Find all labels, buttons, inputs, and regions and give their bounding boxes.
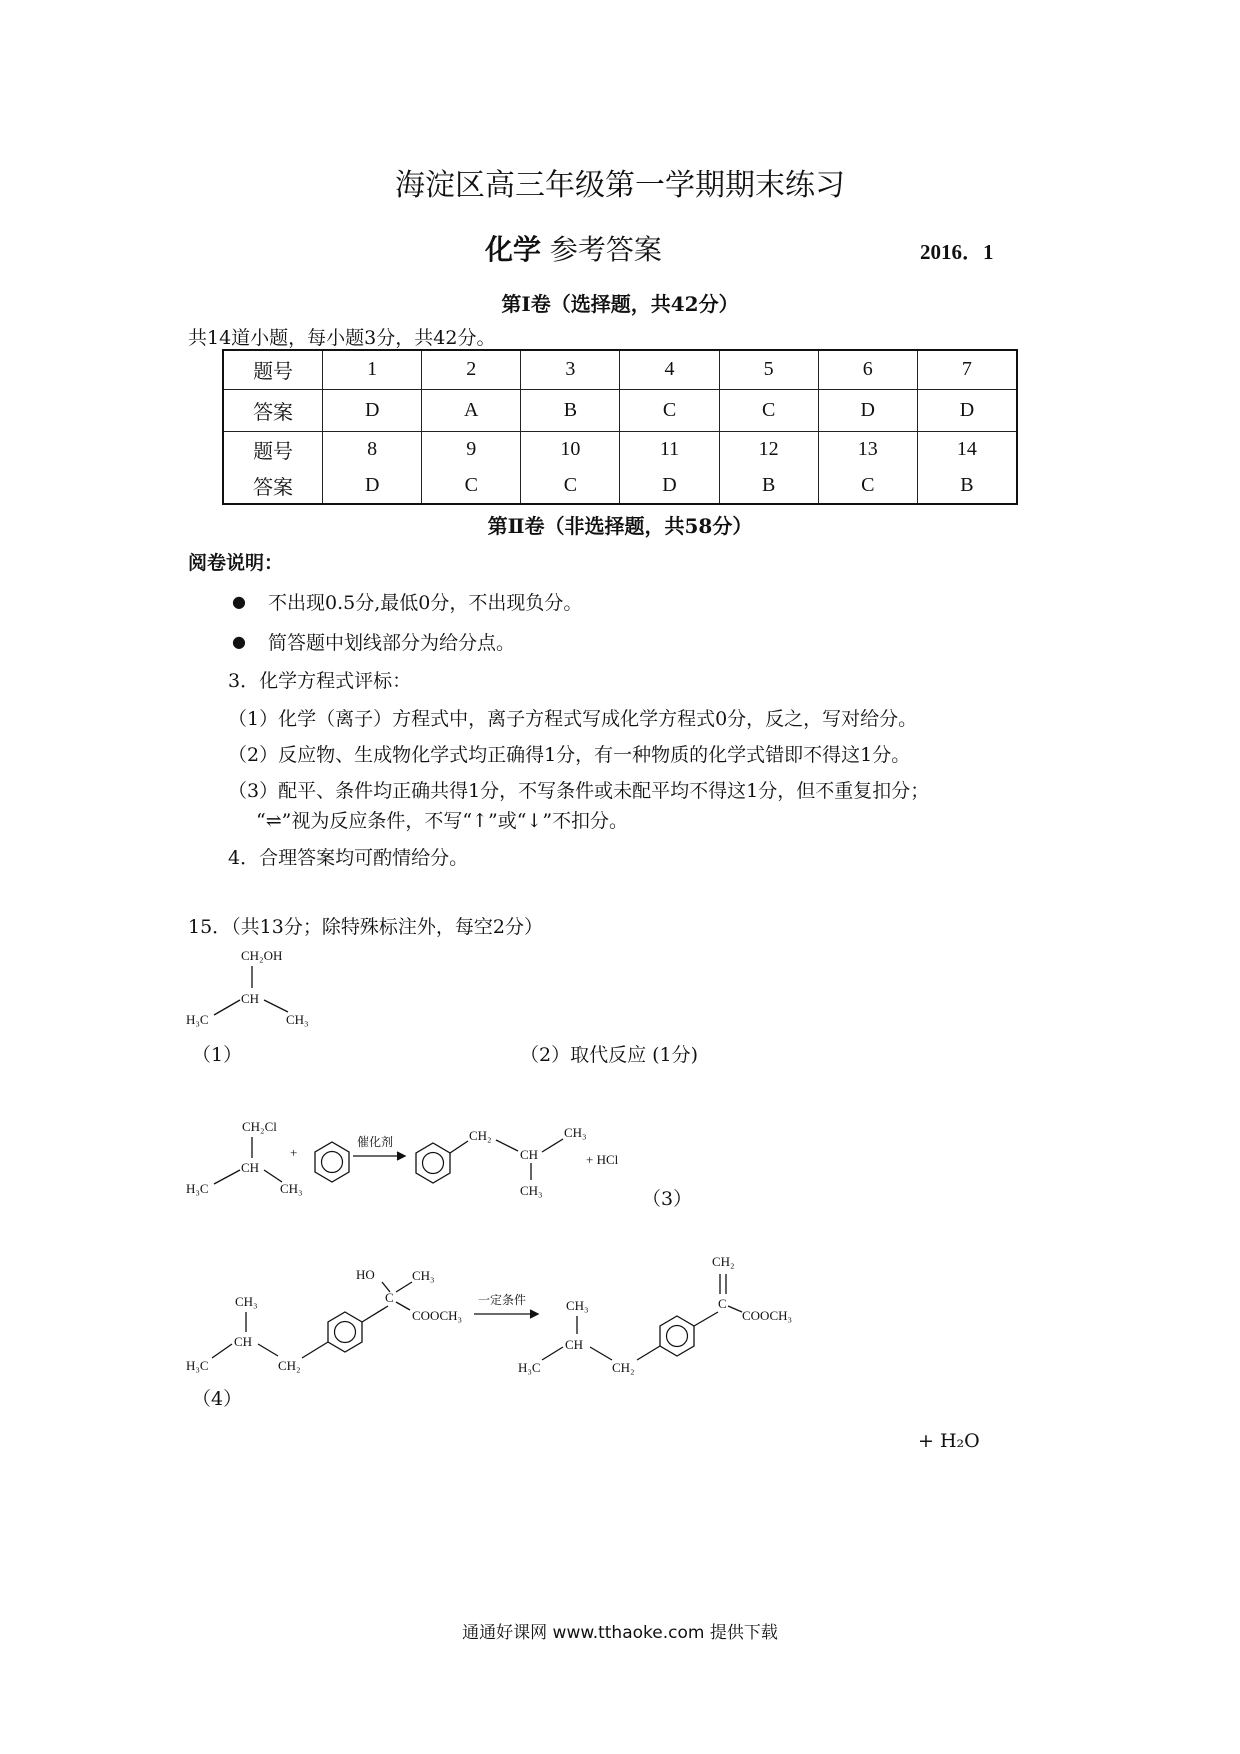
q15-part2: （2）取代反应 (1分) [520,1044,699,1066]
chem-label: H₃C [186,1358,209,1373]
chem-label: CH₂ [469,1128,492,1143]
subject-name: 化学 [485,233,542,266]
table-cell: C [521,468,620,504]
table-cell: C [422,468,521,504]
chem-label: CH₂OH [241,948,283,963]
table-cell: D [620,468,719,504]
marking-note: （3）配平、条件均正确共得1分，不写条件或未配平均不得这1分，但不重复扣分； [228,780,930,802]
table-cell: 13 [818,431,917,468]
marking-note: “⇌”视为反应条件，不写“↑”或“↓”不扣分。 [256,810,629,832]
table-cell: 5 [719,350,818,389]
footer-source: 通通好课网 www.tthaoke.com 提供下载 [462,1623,778,1643]
table-cell: 10 [521,431,620,468]
benzene-ring [328,1312,362,1352]
chem-label: CH [565,1337,584,1352]
chem-label: H₃C [518,1360,541,1375]
q15-part4-label: （4） [192,1388,243,1410]
chem-label: CH₃ [286,1012,309,1027]
chem-label: CH [234,1334,253,1349]
table-cell: B [719,468,818,504]
chem-label: CH₃ [566,1298,589,1313]
table-cell: 8 [323,431,422,468]
chem-label: CH [241,1160,260,1175]
chem-label: COOCH₃ [742,1308,793,1323]
chem-label: H₃C [186,1181,209,1196]
subject-suffix: 参考答案 [549,233,662,266]
marking-note: （1）化学（离子）方程式中，离子方程式写成化学方程式0分，反之，写对给分。 [228,708,918,730]
chem-label: C [385,1290,394,1305]
chem-label: COOCH₃ [412,1308,463,1323]
chem-label: CH [241,991,260,1006]
table-cell: 3 [521,350,620,389]
table-cell: B [917,468,1017,504]
table-cell: 题号 [223,350,323,389]
table-cell: 4 [620,350,719,389]
q15-part3-label: （3） [642,1188,693,1210]
table-cell: 7 [917,350,1017,389]
chem-label: CH [520,1147,539,1162]
plus-sign: + [290,1145,298,1160]
marking-note: 4．合理答案均可酌情给分。 [228,847,469,869]
chem-label: C [718,1296,727,1311]
table-cell: A [422,389,521,431]
chem-label: CH₃ [235,1294,258,1309]
table-cell: 答案 [223,389,323,431]
table-cell: 题号 [223,431,323,468]
marking-note: 不出现0.5分,最低0分，不出现负分。 [268,592,583,614]
table-cell: 1 [323,350,422,389]
table-cell: 14 [917,431,1017,468]
bullet-icon: ● [232,592,246,611]
marking-note: 简答题中划线部分为给分点。 [268,632,516,654]
table-cell: 2 [422,350,521,389]
marking-note: 3．化学方程式评标： [228,670,412,692]
chem-label: CH₃ [412,1268,435,1283]
table-cell: D [917,389,1017,431]
table-cell: D [818,389,917,431]
chem-label: CH₂Cl [242,1119,277,1134]
section1-intro: 共14道小题，每小题3分，共42分。 [188,327,496,349]
chem-label: H₃C [186,1012,209,1027]
catalyst-label: 催化剂 [357,1135,394,1149]
table-cell: C [818,468,917,504]
chem-label: + HCl [586,1152,619,1167]
table-cell: 答案 [223,468,323,504]
chem-label: CH₃ [564,1125,587,1140]
bullet-icon: ● [232,632,246,651]
marking-note: （2）反应物、生成物化学式均正确得1分，有一种物质的化学式错即不得这1分。 [228,744,911,766]
q15-heading: 15．（共13分；除特殊标注外，每空2分） [188,916,543,938]
condition-label: 一定条件 [478,1293,527,1307]
benzene-ring [660,1316,694,1356]
chem-label: CH₂ [278,1358,301,1373]
chem-label: HO [356,1267,375,1282]
table-cell: 9 [422,431,521,468]
q15-part1-label: （1） [192,1044,243,1066]
chem-label: CH₃ [280,1181,303,1196]
chem-label: CH₃ [520,1183,543,1198]
table-cell: B [521,389,620,431]
marking-heading: 阅卷说明： [188,552,284,574]
chem-label: CH₂ [612,1360,635,1375]
table-cell: C [719,389,818,431]
chem-label: CH₂ [712,1254,735,1269]
section1-heading: 第Ⅰ卷（选择题，共42分） [501,292,739,316]
byproduct-water: + H₂O [918,1430,980,1452]
table-cell: 6 [818,350,917,389]
table-cell: 11 [620,431,719,468]
document-title: 海淀区高三年级第一学期期末练习 [395,168,845,203]
table-cell: D [323,468,422,504]
section2-heading: 第Ⅱ卷（非选择题，共58分） [487,514,753,538]
exam-date: 2016．1 [920,240,994,264]
table-cell: 12 [719,431,818,468]
table-cell: C [620,389,719,431]
table-cell: D [323,389,422,431]
